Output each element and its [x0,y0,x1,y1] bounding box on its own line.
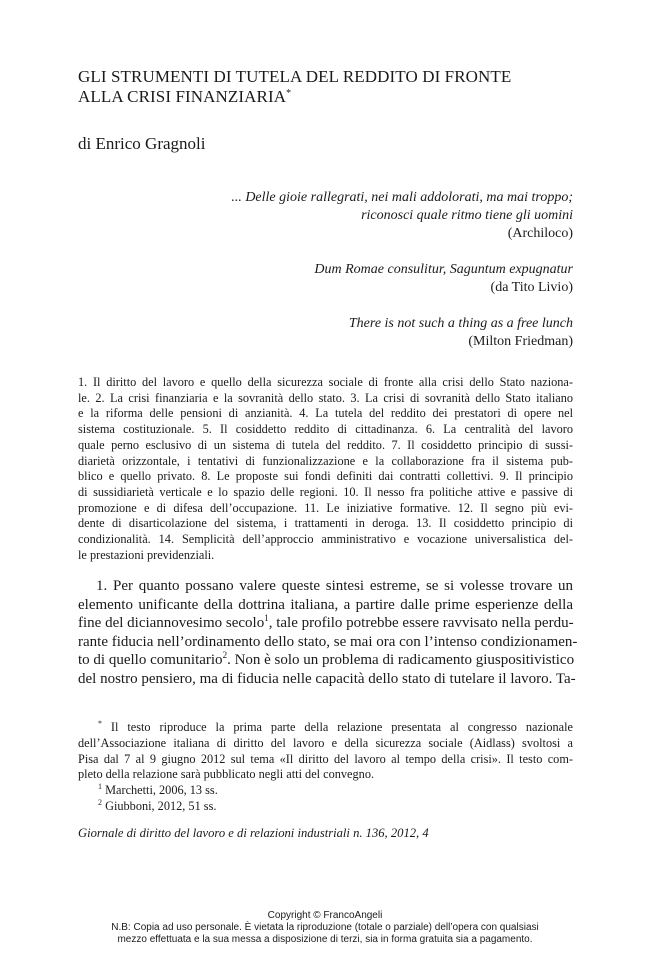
copyright-notice [40,910,610,945]
footnote-star-mark: * [98,719,102,728]
epigraph-livio [150,261,573,297]
journal-citation: Giornale di diritto del lavoro e di relazioni industriali n. 136, 2012, 4 [78,826,429,840]
epigraph-quote-line: ... Delle gioie rallegrati, nei mali addolorati, ma mai troppo; [231,190,573,205]
summary-line: dente di disarticolazione del sistema, i trattamenti in deroga. 13. Il cosiddetto principio di [78,516,573,531]
body-text-segment: to di quello comunitario [78,652,223,669]
author-line: di Enrico Gragnoli [78,134,206,153]
footnote-ref-2[interactable]: 2 [222,650,228,661]
epigraph-quote-line: riconosci quale ritmo tiene gli uomini [361,208,573,223]
body-line [78,614,573,633]
epigraph-source: (Milton Friedman) [468,334,573,349]
title-line-2 [78,87,578,107]
footnote-2-text: Giubboni, 2012, 51 ss. [105,798,217,813]
body-line: rante fiducia nell’ordinamento dello stato, se mai ora con l’intenso condizionamen- [78,633,578,650]
body-text-segment: , tale profilo potrebbe essere ravvisato nella perdu- [268,615,574,632]
epigraph-friedman [150,315,573,351]
summary-line: blico e quello privato. 8. Le proposte sui fondi definiti dai contratti collettivi. 9. Il principio [78,469,573,484]
body-paragraph [78,577,578,689]
body-line: elemento unificante della dottrina italiana, a partire dalle prime esperienze della [78,596,573,613]
body-line: 1. Per quanto possano valere queste sintesi estreme, se si volesse trovare un [96,578,573,594]
epigraph-quote-line: Dum Romae consulitur, Saguntum expugnatur [314,262,573,277]
summary-line: sistema costituzionale. 5. Il cosiddetto reddito di cittadinanza. 6. La centralità del lavoro [78,422,573,437]
epigraphs [150,189,573,369]
summary-line: le prestazioni previdenziali. [78,547,215,562]
footnotes [78,720,573,815]
summary-line: 1. Il diritto del lavoro e quello della sicurezza sociale di fronte alla crisi dello Stato naziona- [78,375,573,389]
summary-line: condizionalità. 14. Semplicità dell’approccio amministrativo e vocazione universalistica del- [78,532,573,547]
title-line-2-text: ALLA CRISI FINANZIARIA [78,87,287,106]
summary-line: quale perno esclusivo di un sistema di tutela del reddito. 7. Il cosiddetto principio di sussi- [78,437,573,452]
footnote-2-mark: 2 [98,797,102,807]
footnote-star-line [78,720,573,736]
footnote-2 [78,799,573,815]
summary-line: e la riforma delle pensioni di anzianità. 4. La tutela del reddito dei prestatori di opere nel [78,406,573,421]
epigraph-source: (da Tito Livio) [490,280,573,295]
epigraph-archiloco [150,189,573,243]
body-line: del nostro pensiero, ma di fiducia nelle capacità dello stato di tutelare il lavoro. Ta- [78,670,576,687]
summary-line: promozione e di difesa dell’occupazione. 11. Le iniziative formative. 12. Il segno più evi- [78,500,573,515]
section-summary [78,375,573,563]
copyright-line: mezzo effettuata e la sua messa a disposizione di terzi, sia in forma gratuita sia a pagamento. [117,933,533,945]
summary-line: le. 2. La crisi finanziaria e la sovranità dello stato. 3. La crisi di sovranità dello Stato italiano [78,390,573,405]
footnote-star-line: dell’Associazione italiana di diritto del lavoro e della sicurezza sociale (Aidlass) svoltosi a [78,735,573,750]
copyright-line: Copyright © FrancoAngeli [267,910,383,921]
body-text-segment: . Non è solo un problema di radicamento giuspositivistico [227,652,575,669]
epigraph-quote-line: There is not such a thing as a free lunch [348,316,573,331]
body-text-segment: fine del diciannovesimo secolo [78,615,265,632]
article-title [78,67,578,107]
summary-line: di sussidiarietà verticale e lo spazio delle regioni. 10. Il nesso fra politiche attive e passive di [78,484,573,499]
footnote-text: Il testo riproduce la prima parte della relazione presentata al congresso nazionale [110,720,573,734]
footnote-1-text: Marchetti, 2006, 13 ss. [105,783,218,798]
title-line-1: GLI STRUMENTI DI TUTELA DEL REDDITO DI FRONTE [78,67,512,86]
footnote-1 [78,783,573,799]
summary-line: diarietà orizzontale, i tentativi di funzionalizzazione e la collaborazione fra il sistema pub- [78,453,573,468]
epigraph-source: (Archiloco) [507,226,573,241]
footnote-ref-1[interactable]: 1 [264,613,269,624]
footnote-1-mark: 1 [98,782,102,792]
footnote-star-line: pleto della relazione sarà pubblicato negli atti del convegno. [78,767,375,782]
title-footnote-mark[interactable]: * [286,88,292,99]
copyright-line: N.B: Copia ad uso personale. È vietata la riproduzione (totale o parziale) dell’opera con qualsiasi [111,921,539,933]
body-line [78,651,573,670]
footnote-star-line: Pisa dal 7 al 9 giugno 2012 sul tema «Il diritto del lavoro al tempo della crisi». Il testo com- [78,751,573,766]
